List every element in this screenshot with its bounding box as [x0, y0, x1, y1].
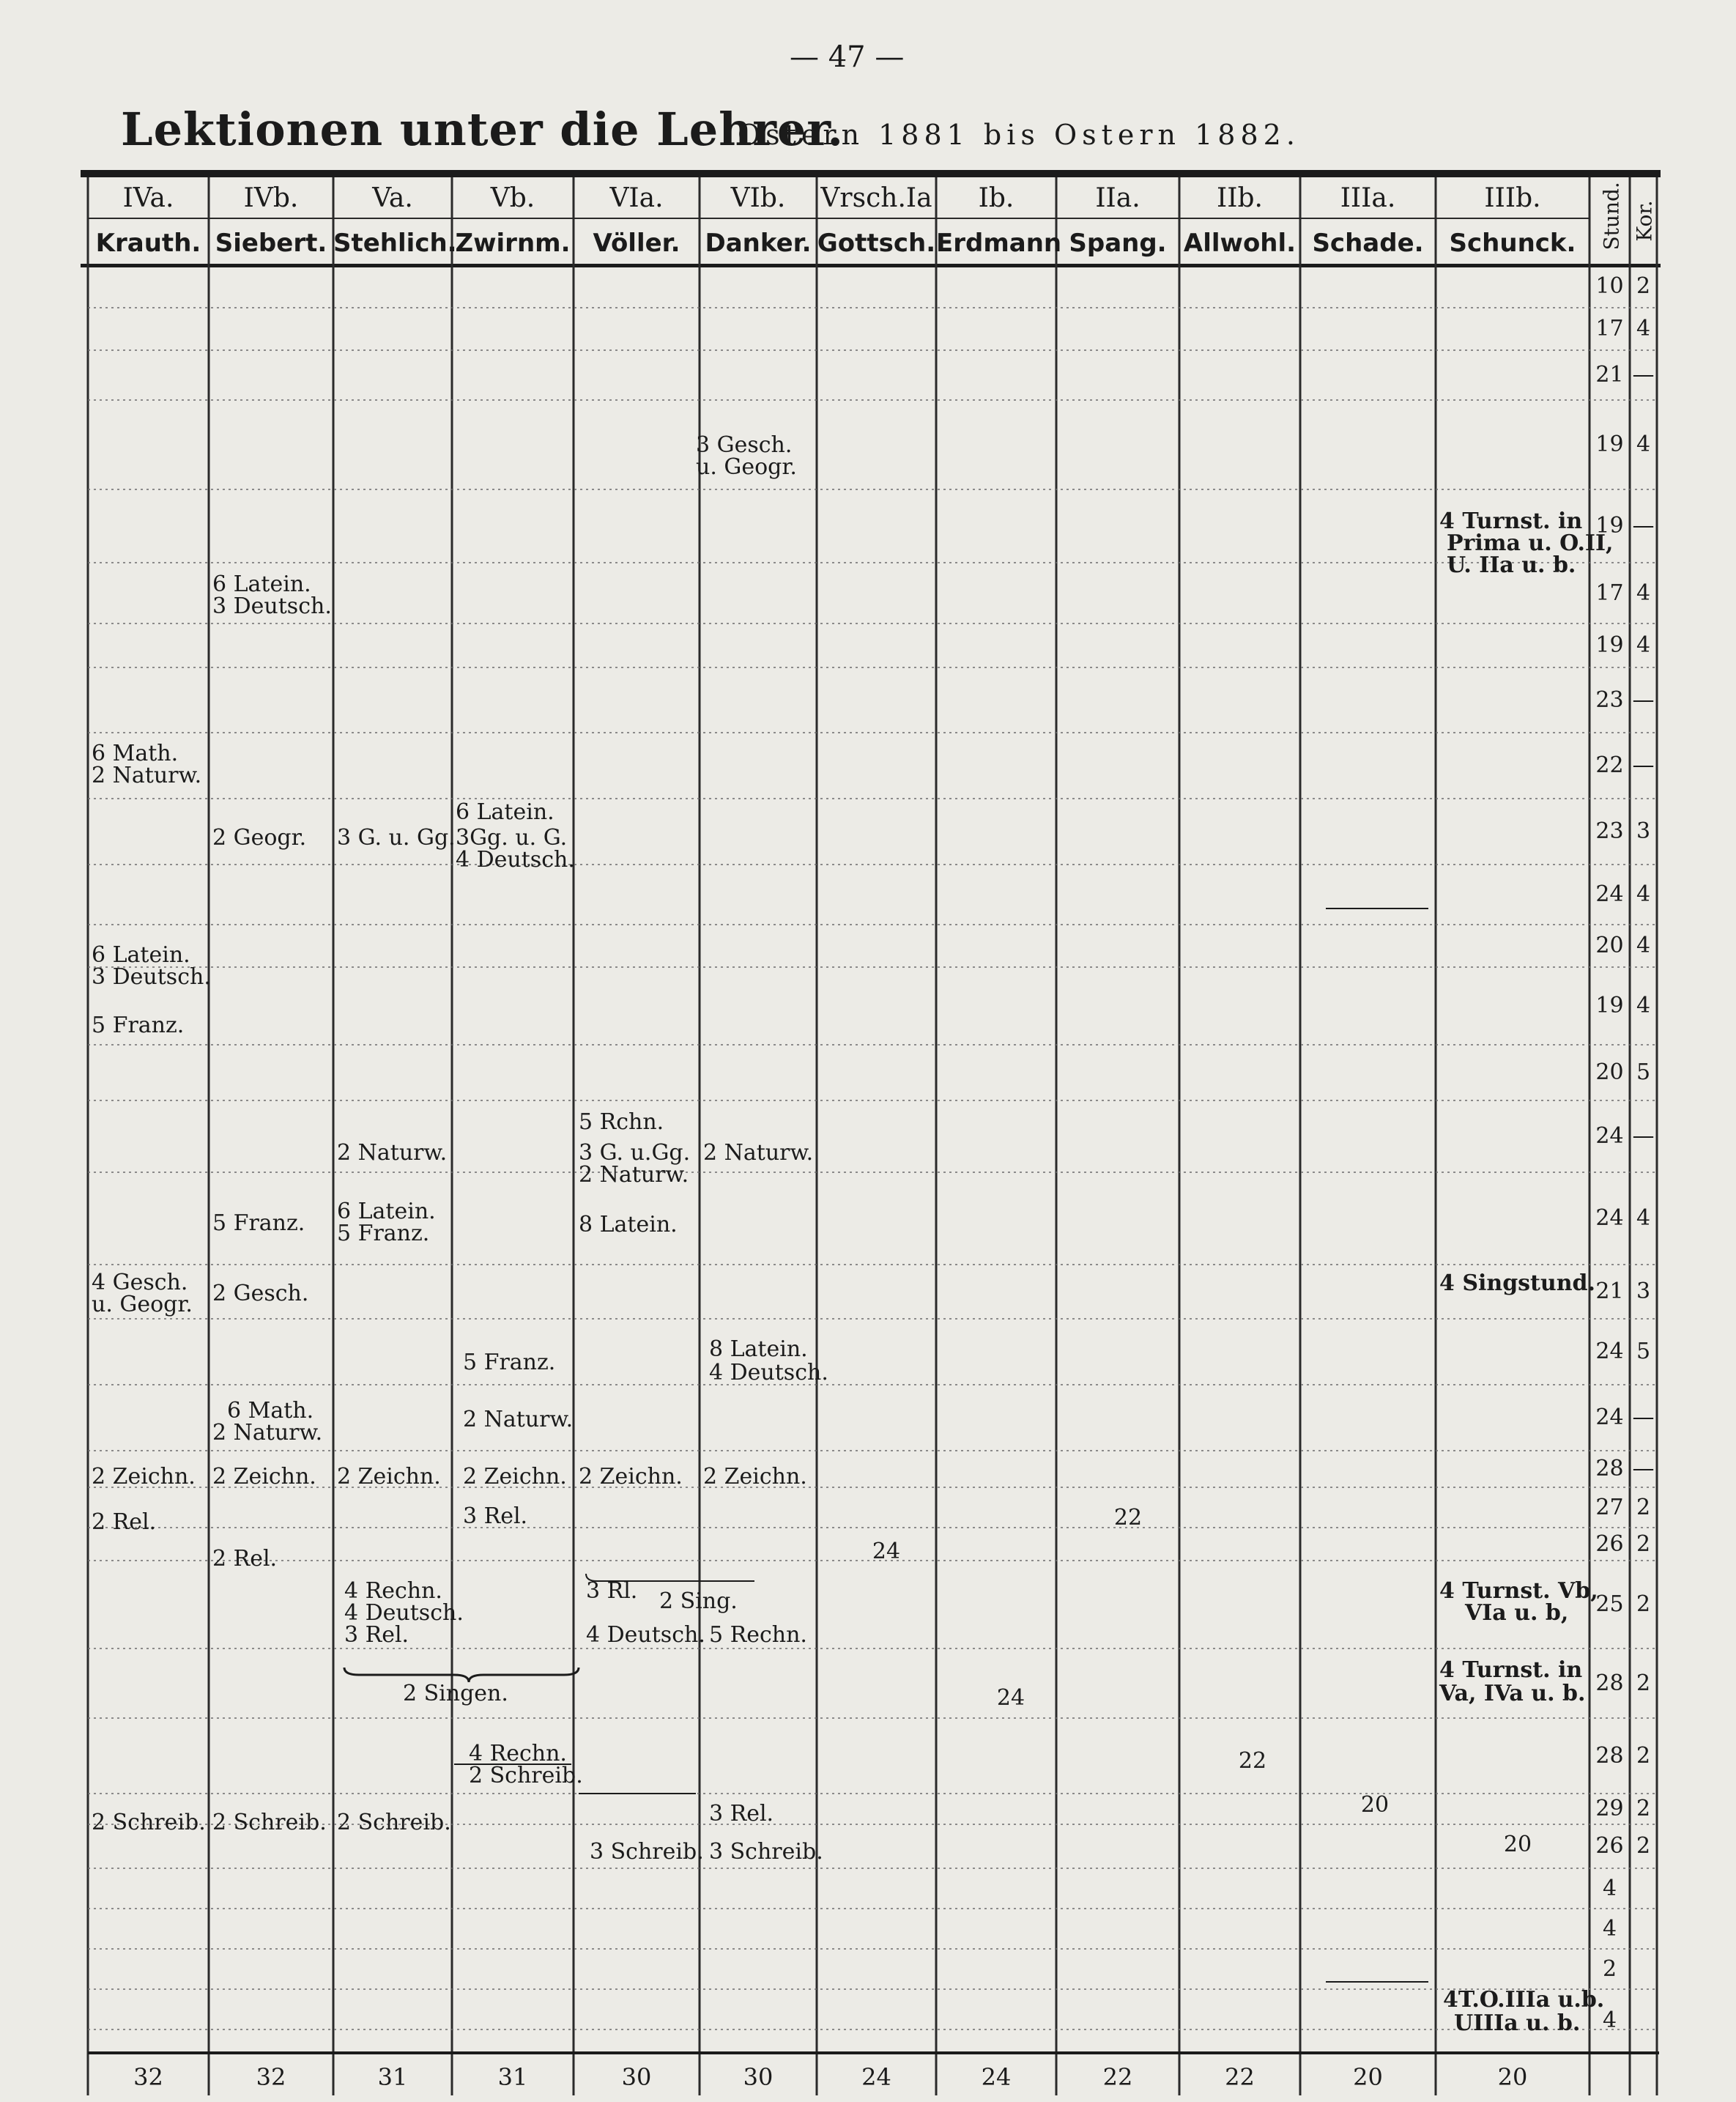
kor-value: 4 [1636, 632, 1651, 658]
column-class: Va. [372, 183, 413, 213]
stund-value: 23 [1595, 687, 1624, 713]
kor-value: 4 [1636, 993, 1651, 1018]
cell-entry: 3 Rel. [344, 1622, 409, 1648]
column-teacher: Spang. [1069, 229, 1167, 258]
cell-entry: 2 Zeichn. [92, 1464, 196, 1489]
stund-value: 4 [1602, 2007, 1617, 2033]
kor-value: 4 [1636, 580, 1651, 606]
cell-entry: 2 Gesch. [212, 1281, 309, 1306]
column-teacher: Schade. [1312, 229, 1424, 258]
cell-entry: 4 Deutsch. [586, 1622, 705, 1648]
column-class: IIb. [1217, 183, 1263, 213]
cell-entry: 22 [1113, 1505, 1143, 1531]
column-class: Vb. [490, 183, 535, 213]
stund-value: 24 [1595, 881, 1624, 907]
cell-entry: 5 Rchn. [579, 1109, 664, 1135]
kor-value: 2 [1636, 1591, 1651, 1617]
cell-entry: 2 Zeichn. [337, 1464, 441, 1489]
stund-value: 23 [1595, 818, 1624, 844]
cell-entry: 8 Latein. [579, 1212, 678, 1237]
cell-entry: 5 Franz. [92, 1013, 185, 1038]
page-number: — 47 — [790, 40, 905, 74]
kor-value: 4 [1636, 432, 1651, 457]
title-rule [81, 170, 1661, 177]
cell-entry: 6 Latein. [212, 571, 311, 597]
kor-value: 5 [1636, 1059, 1651, 1085]
row-lines [88, 308, 1657, 2029]
cell-entry: U. IIa u. b. [1447, 552, 1576, 578]
cell-entry: 5 Franz. [337, 1221, 430, 1246]
stund-value: 4 [1602, 1876, 1617, 1901]
cell-entry: 4 Turnst. in [1439, 508, 1583, 534]
cell-entry: 2 Naturw. [579, 1162, 689, 1188]
kor-value: 4 [1636, 1205, 1651, 1231]
stund-value: 28 [1595, 1670, 1624, 1696]
cell-entry: 2 Naturw. [337, 1140, 448, 1166]
kor-value: — [1632, 752, 1655, 778]
cell-entry: 3Gg. u. G. [456, 825, 568, 851]
stund-value: 2 [1602, 1956, 1617, 1982]
column-class: VIa. [609, 183, 664, 213]
cell-entry: 6 Latein. [92, 942, 190, 968]
cell-entry: 2 Zeichn. [463, 1464, 567, 1489]
cell-entry: 5 Franz. [212, 1210, 305, 1236]
cell-entry: Prima u. O.II, [1447, 530, 1614, 556]
kor-value: 2 [1636, 1531, 1651, 1557]
stund-value: 22 [1595, 752, 1624, 778]
stund-value: 25 [1595, 1591, 1624, 1617]
cell-entry: 3 G. u. Gg. [337, 825, 456, 851]
stund-value: 21 [1595, 362, 1624, 388]
cell-entry: 4 Rechn. [344, 1578, 442, 1604]
header-rule [81, 264, 1661, 267]
kor-value: 3 [1636, 1278, 1651, 1304]
stund-value: 21 [1595, 1278, 1624, 1304]
column-teacher: Danker. [705, 229, 812, 258]
stund-value: 27 [1595, 1495, 1624, 1520]
cell-entry: 3 Rel. [463, 1503, 528, 1529]
kor-value: 3 [1636, 818, 1651, 844]
column-teacher: Siebert. [215, 229, 327, 258]
cell-entry: 3 Deutsch. [92, 964, 211, 990]
kor-value: 4 [1636, 881, 1651, 907]
column-class: IIIb. [1484, 183, 1541, 213]
column-teacher: Zwirnm. [455, 229, 571, 258]
total-rule [88, 2051, 1659, 2054]
stund-value: 28 [1595, 1743, 1624, 1769]
column-teacher: Allwohl. [1183, 229, 1297, 258]
cell-entry: u. Geogr. [92, 1292, 193, 1317]
stund-value: 10 [1595, 273, 1624, 299]
cell-entry: 3 Schreib. [709, 1839, 823, 1865]
cell-entry: 4 Rechn. [469, 1741, 567, 1766]
column-teacher: Krauth. [95, 229, 201, 258]
cell-entry: 2 Schreib. [469, 1763, 583, 1788]
kor-value: 4 [1636, 933, 1651, 958]
stund-value: 19 [1595, 432, 1624, 457]
column-total: 20 [1497, 2063, 1528, 2091]
stund-value: 24 [1595, 1205, 1624, 1231]
cell-entry: 2 Schreib. [212, 1810, 327, 1835]
cell-entry: 4 Turnst. Vb, [1439, 1578, 1598, 1604]
kor-value: — [1632, 513, 1655, 539]
cell-entry: VIa u. b, [1465, 1600, 1569, 1626]
column-total: 30 [743, 2063, 774, 2091]
cell-entry: 24 [996, 1685, 1025, 1711]
column-lines [88, 177, 1657, 2095]
column-total: 24 [981, 2063, 1012, 2091]
stund-value: 26 [1595, 1833, 1624, 1859]
cell-entry: 3 Schreib. [590, 1839, 704, 1865]
cell-entry: 2 Naturw. [92, 763, 202, 788]
stund-value: 24 [1595, 1339, 1624, 1364]
column-total: 30 [621, 2063, 652, 2091]
cell-entry: 6 Latein. [456, 799, 554, 825]
kor-value: 2 [1636, 1833, 1651, 1859]
cell-entry: 6 Latein. [337, 1199, 436, 1224]
kor-value: 2 [1636, 273, 1651, 299]
kor-value: — [1632, 362, 1655, 388]
column-class: Vrsch.Ia [820, 183, 932, 213]
stund-value: 17 [1595, 316, 1624, 341]
cell-entry: 6 Math. [92, 741, 179, 766]
column-total: 32 [256, 2063, 286, 2091]
column-teacher: Erdmann [936, 229, 1062, 258]
column-total: 32 [133, 2063, 163, 2091]
cell-entry: 4T.O.IIIa u.b. [1443, 1987, 1605, 2013]
cell-entry: 22 [1238, 1748, 1267, 1774]
cell-entry: 3 Rl. [586, 1578, 638, 1604]
page-subtitle: Ostern 1881 bis Ostern 1882. [738, 119, 1300, 151]
cell-entry: 5 Rechn. [709, 1622, 807, 1648]
kor-header: Kor. [1632, 200, 1657, 242]
cell-entry: 4 Singstund. [1439, 1270, 1595, 1296]
column-teacher: Schunck. [1449, 229, 1576, 258]
column-teacher: Stehlich. [333, 229, 457, 258]
cell-entry: 2 Geogr. [212, 825, 307, 851]
cell-entry: 2 Rel. [92, 1509, 157, 1535]
cell-entry: 3 Deutsch. [212, 593, 332, 619]
stund-value: 4 [1602, 1916, 1617, 1942]
singen-brace [344, 1668, 579, 1682]
column-total: 22 [1225, 2063, 1255, 2091]
cell-entry: 3 G. u.Gg. [579, 1140, 691, 1166]
cell-entry: Va, IVa u. b. [1439, 1681, 1586, 1706]
cell-entry: 2 Singen. [403, 1681, 508, 1706]
cell-entry: 2 Zeichn. [703, 1464, 807, 1489]
kor-value: — [1632, 1123, 1655, 1149]
column-total: 31 [497, 2063, 528, 2091]
cell-entry: 20 [1360, 1792, 1390, 1818]
cell-entry: 4 Deutsch. [344, 1600, 464, 1626]
stund-value: 20 [1595, 1059, 1624, 1085]
column-total: 20 [1353, 2063, 1383, 2091]
stund-value: 29 [1595, 1796, 1624, 1821]
cell-entry: 2 Sing. [659, 1588, 738, 1614]
cell-entry: 2 Zeichn. [212, 1464, 316, 1489]
cell-entry: 2 Schreib. [337, 1810, 451, 1835]
stund-header: Stund. [1599, 182, 1624, 251]
cell-entry: 8 Latein. [709, 1336, 808, 1362]
kor-value: 2 [1636, 1670, 1651, 1696]
cell-entry: 4 Deutsch. [709, 1360, 828, 1385]
stund-value: 19 [1595, 513, 1624, 539]
column-total: 31 [377, 2063, 408, 2091]
kor-value: 2 [1636, 1796, 1651, 1821]
stund-value: 19 [1595, 632, 1624, 658]
stund-value: 26 [1595, 1531, 1624, 1557]
column-class: IIIa. [1340, 183, 1396, 213]
cell-entry: 4 Turnst. in [1439, 1657, 1583, 1683]
cell-entry: 2 Zeichn. [579, 1464, 683, 1489]
kor-value: — [1632, 687, 1655, 713]
column-total: 24 [861, 2063, 891, 2091]
cell-entry: 2 Schreib. [92, 1810, 206, 1835]
column-class: IIa. [1095, 183, 1140, 213]
column-total: 22 [1102, 2063, 1133, 2091]
cell-entry: 24 [872, 1539, 901, 1564]
cell-entry: 4 Deutsch. [456, 847, 575, 873]
stund-value: 17 [1595, 580, 1624, 606]
column-teacher: Gottsch. [817, 229, 936, 258]
cell-entry: 2 Naturw. [212, 1420, 323, 1446]
cell-entry: 3 Rel. [709, 1801, 774, 1827]
cell-entry: UIIIa u. b. [1454, 2010, 1581, 2036]
kor-value: — [1632, 1456, 1655, 1481]
stund-value: 28 [1595, 1456, 1624, 1481]
cell-entry: 3 Gesch. [696, 432, 793, 458]
kor-value: 5 [1636, 1339, 1651, 1364]
page-title: Lektionen unter die Lehrer. [121, 103, 844, 156]
kor-value: 2 [1636, 1743, 1651, 1769]
column-class: IVb. [243, 183, 299, 213]
kor-value: 4 [1636, 316, 1651, 341]
column-teacher: Völler. [593, 229, 680, 258]
cell-entry: 5 Franz. [463, 1350, 556, 1375]
cell-entry: 6 Math. [227, 1398, 314, 1424]
stund-value: 24 [1595, 1123, 1624, 1149]
kor-value: 2 [1636, 1495, 1651, 1520]
kor-value: — [1632, 1405, 1655, 1430]
column-class: Ib. [978, 183, 1014, 213]
cell-entry: 20 [1503, 1832, 1532, 1857]
stund-value: 20 [1595, 933, 1624, 958]
cell-entry: 4 Gesch. [92, 1270, 188, 1295]
stund-value: 19 [1595, 993, 1624, 1018]
stund-value: 24 [1595, 1405, 1624, 1430]
column-class: IVa. [122, 183, 174, 213]
cell-entry: 2 Naturw. [703, 1140, 814, 1166]
cell-entry: 2 Rel. [212, 1546, 278, 1572]
cell-entry: u. Geogr. [696, 454, 797, 480]
column-class: VIb. [730, 183, 786, 213]
cell-entry: 2 Naturw. [463, 1407, 574, 1432]
